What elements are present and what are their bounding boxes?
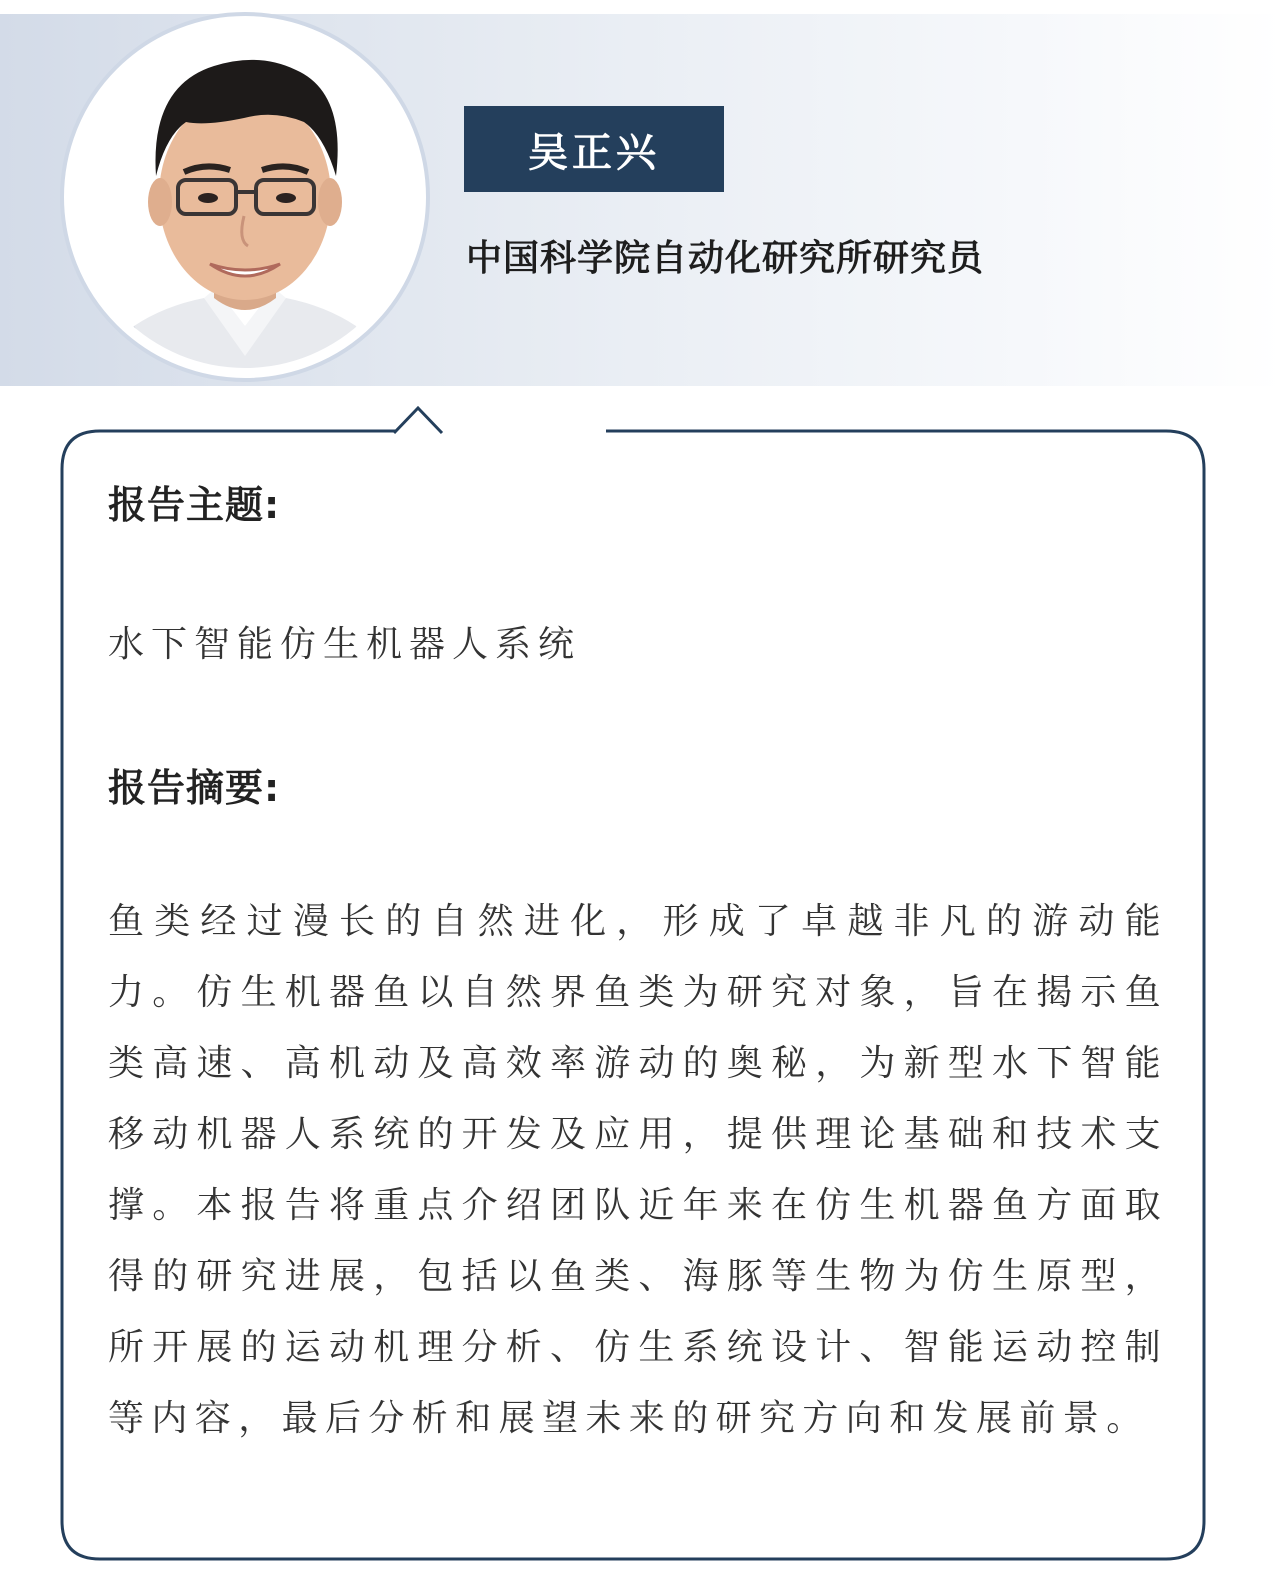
speaker-affiliation: 中国科学院自动化研究所研究员	[466, 238, 985, 279]
topic-section	[108, 474, 1168, 529]
speaker-name: 吴正兴	[528, 129, 660, 176]
report-topic: 水下智能仿生机器人系统	[108, 624, 582, 665]
chevron-up-icon	[394, 408, 442, 433]
abstract-body	[108, 886, 1168, 1454]
header-top-margin	[0, 0, 1284, 14]
report-abstract: 鱼类经过漫长的自然进化，形成了卓越非凡的游动能力。仿生机器鱼以自然界鱼类为研究对象，旨在揭示鱼类高速、高机动及高效率游动的奥秘，为新型水下智能移动机器人系统的开发及应用，提供理论基础和技术支撑。本报告将重点介绍团队近年来在仿生机器鱼方面取得的研究进展，包括以鱼类、海豚等生物为仿生原型，所开展的运动机理分析、仿生系统设计、智能运动控制等内容，最后分析和展望未来的研究方向和发展前景。	[108, 901, 1168, 1439]
avatar	[60, 12, 430, 382]
topic-body	[108, 616, 1168, 667]
abstract-heading: 报告摘要:	[108, 766, 281, 810]
abstract-section	[108, 757, 1168, 812]
speaker-name-tag	[464, 106, 724, 192]
topic-heading: 报告主题:	[108, 483, 281, 527]
speaker-portrait-icon	[74, 26, 416, 368]
